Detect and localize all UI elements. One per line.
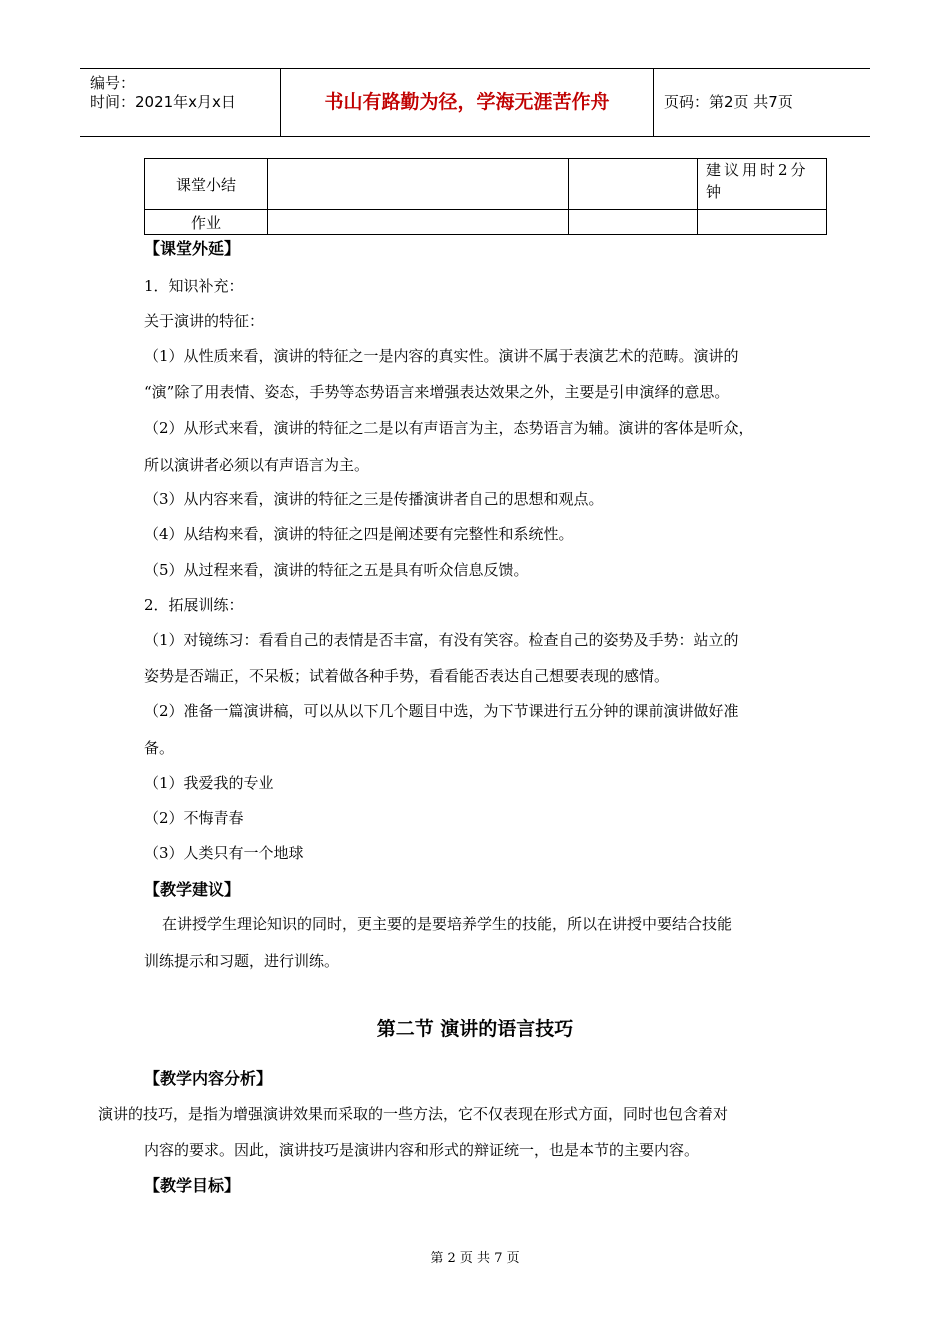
header-page-info: 页码：第2页 共7页 xyxy=(664,93,793,111)
lesson-table xyxy=(144,158,827,235)
table-cell xyxy=(569,159,698,210)
table-cell xyxy=(268,210,569,235)
topic-3: （3）人类只有一个地球 xyxy=(144,844,304,862)
feature-1-line-2: “演”除了用表情、姿态，手势等态势语言来增强表达效果之外，主要是引申演绎的意思。 xyxy=(144,383,730,401)
feature-1-line-1: （1）从性质来看，演讲的特征之一是内容的真实性。演讲不属于表演艺术的范畴。演讲的 xyxy=(144,347,739,365)
header-meta xyxy=(80,69,281,136)
extension-heading: 【课堂外延】 xyxy=(144,239,241,258)
feature-4: （4）从结构来看，演讲的特征之四是阐述要有完整性和系统性。 xyxy=(144,525,574,543)
feature-2-line-1: （2）从形式来看，演讲的特征之二是以有声语言为主，态势语言为辅。演讲的客体是听众， xyxy=(144,419,754,437)
training-1-line-1: （1）对镜练习：看看自己的表情是否丰富，有没有笑容。检查自己的姿势及手势：站立的 xyxy=(144,631,739,649)
table-cell-label: 课堂小结 xyxy=(145,159,268,210)
table-cell-note: 建议用时2分钟 xyxy=(698,159,827,210)
advice-line-1: 在讲授学生理论知识的同时，更主要的是要培养学生的技能，所以在讲授中要结合技能 xyxy=(162,915,733,933)
table-cell-label: 作业 xyxy=(145,210,268,235)
goals-heading: 【教学目标】 xyxy=(144,1176,241,1195)
topic-1: （1）我爱我的专业 xyxy=(144,774,274,792)
table-row xyxy=(145,159,827,210)
knowledge-item: 1．知识补充： xyxy=(144,277,244,295)
analysis-heading: 【教学内容分析】 xyxy=(144,1069,273,1088)
header-motto: 书山有路勤为径，学海无涯苦作舟 xyxy=(281,69,654,136)
training-2-line-2: 备。 xyxy=(144,739,175,757)
table-cell xyxy=(569,210,698,235)
feature-5: （5）从过程来看，演讲的特征之五是具有听众信息反馈。 xyxy=(144,561,529,579)
table-row xyxy=(145,210,827,235)
topic-2: （2）不悔青春 xyxy=(144,809,244,827)
features-intro: 关于演讲的特征： xyxy=(144,312,265,330)
page-footer: 第 2 页 共 7 页 xyxy=(430,1251,520,1266)
feature-2-line-2: 所以演讲者必须以有声语言为主。 xyxy=(144,456,370,474)
advice-heading: 【教学建议】 xyxy=(144,880,241,899)
feature-3: （3）从内容来看，演讲的特征之三是传播演讲者自己的思想和观点。 xyxy=(144,490,604,508)
analysis-line-1: 演讲的技巧，是指为增强演讲效果而采取的一些方法，它不仅表现在形式方面，同时也包含着对 xyxy=(98,1105,729,1123)
advice-line-2: 训练提示和习题，进行训练。 xyxy=(144,952,340,970)
table-cell-note xyxy=(698,210,827,235)
section-title: 第二节 演讲的语言技巧 xyxy=(376,1018,574,1040)
analysis-line-2: 内容的要求。因此，演讲技巧是演讲内容和形式的辩证统一，也是本节的主要内容。 xyxy=(144,1141,700,1159)
training-item: 2．拓展训练： xyxy=(144,596,244,614)
training-1-line-2: 姿势是否端正，不呆板；试着做各种手势，看看能否表达自己想要表现的感情。 xyxy=(144,667,670,685)
page-header xyxy=(80,68,870,137)
training-2-line-1: （2）准备一篇演讲稿，可以从以下几个题目中选，为下节课进行五分钟的课前演讲做好准 xyxy=(144,702,739,720)
time-label: 时间：2021年x月x日 xyxy=(90,93,236,111)
serial-label: 编号： xyxy=(90,74,136,92)
table-cell xyxy=(268,159,569,210)
